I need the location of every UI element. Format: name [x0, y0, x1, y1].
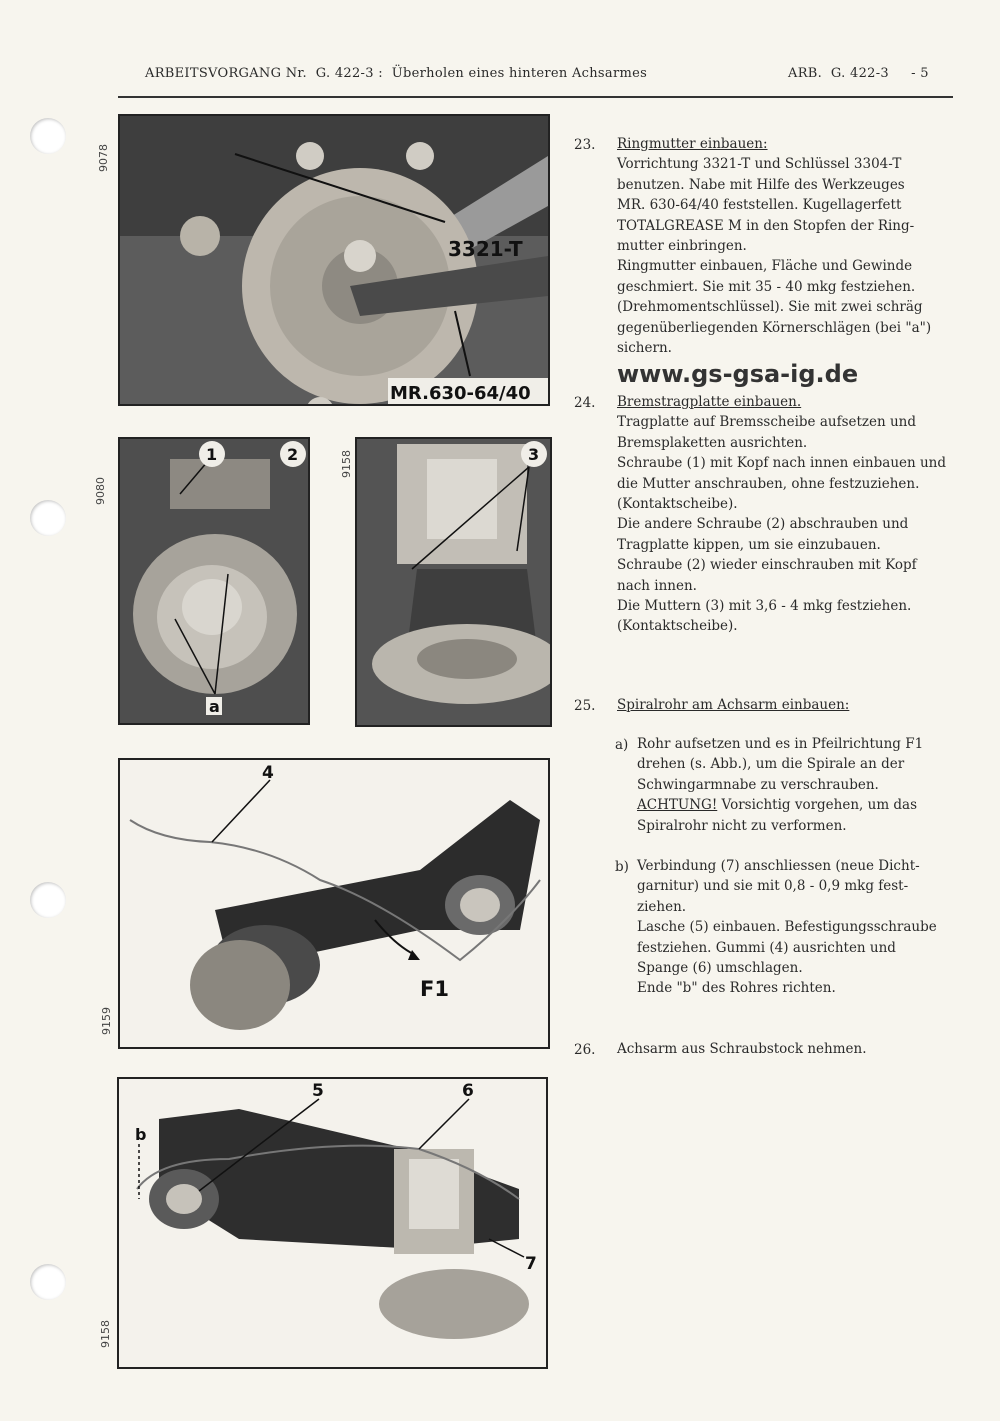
step-number: 25.: [574, 698, 596, 714]
step-26: [617, 1039, 967, 1059]
step-line: garnitur) und sie mit 0,8 - 0,9 mkg fest-: [637, 878, 909, 895]
step-line: drehen (s. Abb.), um die Spirale an der: [637, 756, 905, 773]
step-number: 24.: [574, 395, 596, 411]
step-line: mutter einbringen.: [617, 238, 747, 255]
label-3321-t: 3321-T: [448, 237, 523, 261]
step-line: die Mutter anschrauben, ohne festzuziehen.: [617, 475, 920, 492]
step-line: Schraube (2) wieder einschrauben mit Kopf: [617, 557, 917, 574]
step-line: festziehen. Gummi (4) ausrichten und: [637, 939, 896, 956]
label-strap-5: 5: [312, 1081, 324, 1101]
label-a: a: [209, 697, 220, 716]
binder-hole: [30, 882, 66, 918]
step-line: Verbindung (7) anschliessen (neue Dicht-: [637, 858, 920, 874]
label-rubber-4: 4: [262, 763, 274, 783]
label-mr-tool: MR.630-64/40: [390, 383, 531, 404]
label-screw-2: 2: [287, 445, 299, 464]
step-line: Lasche (5) einbauen. Befestigungsschraube: [637, 919, 937, 936]
header-rule: [118, 96, 953, 98]
step-23: [617, 134, 967, 358]
photo-ring-nut-tool: [118, 114, 550, 406]
step-line: Die Muttern (3) mit 3,6 - 4 mkg festziehen.: [617, 598, 912, 615]
step-line: Schwingarmnabe zu verschrauben.: [637, 776, 879, 793]
warning-text: Vorsichtig vorgehen, um das: [717, 797, 918, 814]
step-line: (Kontaktscheibe).: [617, 618, 738, 635]
step-line: Ringmutter einbauen, Fläche und Gewinde: [617, 258, 913, 275]
figure-number: 9158: [340, 450, 353, 478]
step-line: Achsarm aus Schraubstock nehmen.: [617, 1041, 867, 1057]
warning-label: ACHTUNG!: [637, 797, 718, 814]
header-page-ref: ARB. G. 422-3 - 5: [788, 66, 929, 81]
step-line: gegenüberliegenden Körnerschlägen (bei "a"): [617, 319, 932, 336]
label-screw-1: 1: [206, 445, 218, 464]
label-arrow-f1: F1: [420, 977, 449, 1001]
step-number: 23.: [574, 137, 596, 153]
step-line: Spiralrohr nicht zu verformen.: [637, 817, 847, 834]
warning-line: [637, 795, 957, 815]
step-number: 26.: [574, 1042, 596, 1058]
figure-number: 9080: [94, 477, 107, 505]
sub-marker: a): [615, 737, 629, 753]
step-line: sichern.: [617, 340, 672, 357]
step-25-b: [637, 856, 957, 999]
binder-hole: [30, 1264, 66, 1300]
step-title: Ringmutter einbauen:: [617, 136, 768, 152]
label-clip-6: 6: [462, 1081, 474, 1101]
photo-spiral-tube: [118, 758, 550, 1049]
step-line: benutzen. Nabe mit Hilfe des Werkzeuges: [617, 176, 905, 193]
step-24: [617, 392, 967, 637]
header-title: ARBEITSVORGANG Nr. G. 422-3 : Überholen eines hinteren Achsarmes: [145, 66, 648, 81]
step-line: Ende "b" des Rohres richten.: [637, 980, 836, 997]
binder-hole: [30, 118, 66, 154]
photo-arm-assembled: [117, 1077, 548, 1369]
figure-number: 9159: [100, 1007, 113, 1035]
step-title: Bremstragplatte einbauen.: [617, 394, 802, 410]
step-25-a: [637, 734, 957, 836]
step-line: Bremsplaketten ausrichten.: [617, 434, 808, 451]
step-line: MR. 630-64/40 feststellen. Kugellagerfett: [617, 197, 902, 214]
watermark-url: www.gs-gsa-ig.de: [617, 360, 859, 388]
step-line: ziehen.: [637, 898, 687, 915]
figure-number: 9078: [97, 144, 110, 172]
step-line: TOTALGREASE M in den Stopfen der Ring-: [617, 217, 915, 234]
label-end-b: b: [135, 1125, 147, 1144]
label-nuts-3: 3: [528, 445, 540, 464]
step-line: Spange (6) umschlagen.: [637, 960, 803, 977]
step-line: Tragplatte kippen, um sie einzubauen.: [617, 536, 881, 553]
step-25: [617, 695, 967, 715]
step-line: Vorrichtung 3321-T und Schlüssel 3304-T: [617, 156, 902, 173]
photo-brake-nuts: [355, 437, 552, 727]
photo-brake-carrier-screws: [118, 437, 310, 725]
step-line: Die andere Schraube (2) abschrauben und: [617, 516, 909, 533]
binder-hole: [30, 500, 66, 536]
step-line: (Drehmomentschlüssel). Sie mit zwei schräg: [617, 299, 923, 316]
step-line: Schraube (1) mit Kopf nach innen einbauen und: [617, 455, 947, 472]
figure-number: 9158: [99, 1320, 112, 1348]
label-connection-7: 7: [525, 1254, 537, 1274]
step-line: Tragplatte auf Bremsscheibe aufsetzen und: [617, 414, 917, 431]
step-title: Spiralrohr am Achsarm einbauen:: [617, 697, 850, 713]
step-line: Rohr aufsetzen und es in Pfeilrichtung F1: [637, 736, 924, 752]
sub-marker: b): [615, 859, 629, 875]
step-line: (Kontaktscheibe).: [617, 496, 738, 513]
step-line: geschmiert. Sie mit 35 - 40 mkg festziehen.: [617, 278, 916, 295]
step-line: nach innen.: [617, 577, 697, 594]
